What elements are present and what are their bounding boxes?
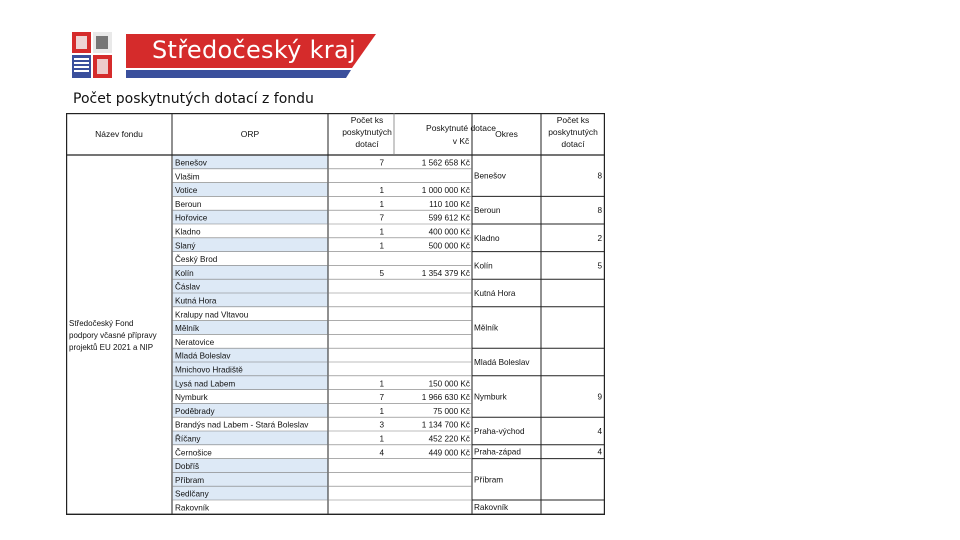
header-count-district: Počet ks <box>556 115 590 125</box>
orp-count: 7 <box>379 393 384 403</box>
orp-name: Brandýs nad Labem - Stará Boleslav <box>175 420 309 430</box>
orp-name: Mladá Boleslav <box>175 351 231 361</box>
district-count: 9 <box>597 392 602 402</box>
district-name: Kutná Hora <box>474 289 516 298</box>
orp-amount: 599 612 Kč <box>428 213 470 223</box>
orp-name: Kralupy nad Vltavou <box>175 310 249 320</box>
brand-name: Středočeský kraj <box>152 36 356 64</box>
header-count-district: poskytnutých <box>548 127 598 137</box>
orp-name: Lysá nad Labem <box>175 379 236 389</box>
orp-amount: 1 000 000 Kč <box>421 186 470 196</box>
district-name: Příbram <box>474 475 504 485</box>
orp-name: Kladno <box>175 227 201 237</box>
orp-count: 4 <box>379 448 384 458</box>
orp-count: 7 <box>379 213 384 223</box>
orp-count: 1 <box>379 241 384 251</box>
coat-of-arms-icon <box>72 32 112 78</box>
data-table <box>66 113 605 516</box>
orp-name: Černošice <box>175 448 212 458</box>
orp-count: 5 <box>379 268 384 278</box>
header-amount: Poskytnuté dotace <box>426 123 496 133</box>
orp-count: 1 <box>379 199 384 209</box>
district-name: Praha-západ <box>474 447 521 457</box>
orp-name: Nymburk <box>175 393 208 403</box>
table-border <box>67 114 605 515</box>
district-name: Benešov <box>474 171 506 181</box>
district-count: 8 <box>597 171 602 181</box>
orp-name: Votice <box>175 186 198 196</box>
district-count: 4 <box>597 427 602 436</box>
orp-amount: 449 000 Kč <box>428 448 470 458</box>
orp-name: Poděbrady <box>175 406 215 416</box>
orp-amount: 500 000 Kč <box>428 241 470 251</box>
fund-name: projektů EU 2021 a NIP <box>69 343 154 352</box>
orp-amount: 1 134 700 Kč <box>421 420 470 430</box>
orp-amount: 400 000 Kč <box>428 227 470 237</box>
orp-count: 3 <box>379 420 384 430</box>
district-name: Praha-východ <box>474 427 525 436</box>
orp-name: Slaný <box>175 241 196 251</box>
orp-count: 1 <box>379 186 384 196</box>
district-name: Beroun <box>474 206 501 216</box>
orp-name: Čáslav <box>175 282 201 292</box>
orp-name: Beroun <box>175 199 202 209</box>
header-amount: v Kč <box>452 136 470 146</box>
orp-count: 1 <box>379 379 384 389</box>
district-name: Nymburk <box>474 392 507 402</box>
orp-count: 1 <box>379 227 384 237</box>
orp-name: Hořovice <box>175 213 208 223</box>
orp-name: Sedlčany <box>175 489 209 499</box>
orp-name: Vlašim <box>175 172 200 182</box>
header-fund: Název fondu <box>95 129 143 139</box>
orp-name: Neratovice <box>175 337 215 347</box>
orp-count: 1 <box>379 434 384 444</box>
orp-name: Dobříš <box>175 462 200 472</box>
district-name: Mělník <box>474 323 499 333</box>
fund-name: podpory včasné přípravy <box>69 331 157 340</box>
orp-amount: 150 000 Kč <box>428 379 470 389</box>
header-orp: ORP <box>240 129 260 139</box>
district-name: Kladno <box>474 233 500 243</box>
orp-name: Český Brod <box>175 255 218 265</box>
header-count-orp: dotací <box>355 139 379 149</box>
orp-amount: 75 000 Kč <box>433 406 470 416</box>
orp-amount: 1 966 630 Kč <box>421 393 470 403</box>
header-district: Okres <box>495 129 518 139</box>
orp-count: 7 <box>379 158 384 168</box>
header-count-orp: poskytnutých <box>342 127 392 137</box>
orp-amount: 452 220 Kč <box>428 434 470 444</box>
orp-amount: 110 100 Kč <box>429 199 470 209</box>
district-count: 8 <box>597 206 602 216</box>
orp-name: Kolín <box>175 268 194 278</box>
district-count: 4 <box>597 447 602 457</box>
fund-name: Středočeský Fond <box>69 319 134 328</box>
district-name: Kolín <box>474 261 493 271</box>
header-count-district: dotací <box>561 139 585 149</box>
orp-name: Rakovník <box>175 503 210 513</box>
orp-name: Benešov <box>175 158 207 168</box>
orp-name: Mělník <box>175 324 200 334</box>
orp-count: 1 <box>379 406 384 416</box>
orp-name: Mnichovo Hradiště <box>175 365 243 375</box>
district-count: 2 <box>597 233 602 243</box>
district-name: Rakovník <box>474 502 509 512</box>
header-count-orp: Počet ks <box>350 115 384 125</box>
orp-name: Kutná Hora <box>175 296 217 306</box>
district-count: 5 <box>597 261 602 271</box>
orp-amount: 1 354 379 Kč <box>421 268 470 278</box>
page-title: Počet poskytnutých dotací z fondu <box>73 91 314 107</box>
district-name: Mladá Boleslav <box>474 358 530 367</box>
orp-amount: 1 562 658 Kč <box>421 158 470 168</box>
orp-name: Příbram <box>175 475 205 485</box>
orp-name: Říčany <box>175 434 201 444</box>
